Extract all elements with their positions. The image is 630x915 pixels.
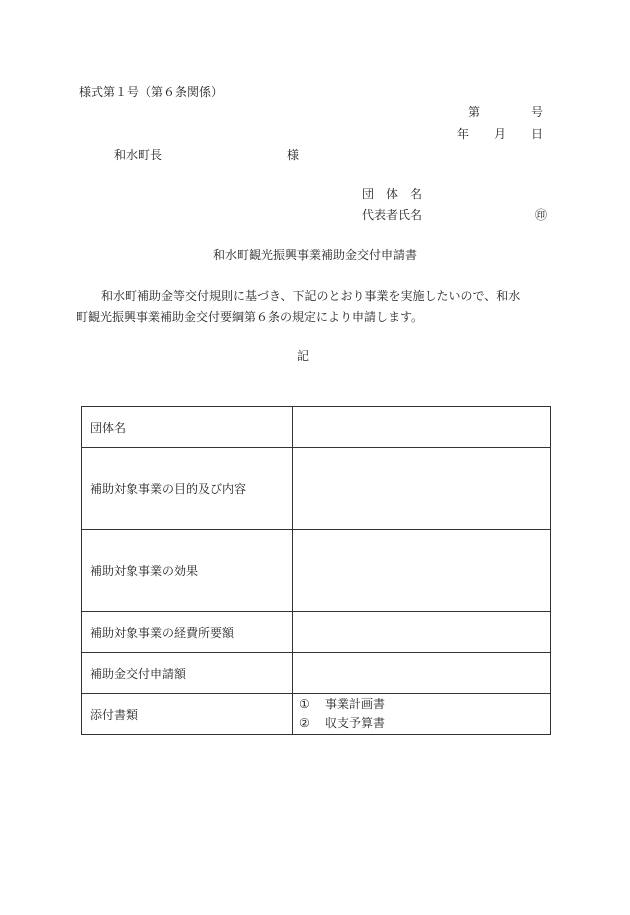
attachment-item [293,714,550,733]
table-row [82,694,551,735]
date-year: 年 [457,127,470,141]
group-name-label: 団 体 名 [362,187,423,201]
ki-heading: 記 [297,349,310,363]
attachment-item [293,695,550,714]
row-label-attachments: 添付書類 [82,694,293,735]
effect-cell[interactable] [293,530,551,612]
table-row [82,407,551,448]
requested-amount-cell[interactable] [293,653,551,694]
body-line-1: 和水町補助金等交付規則に基づき、下記のとおり事業を実施したいので、和水 [101,289,521,303]
doc-number-prefix: 第 [468,105,481,119]
attachment-number: ① [299,697,310,711]
date-day: 日 [531,127,544,141]
group-name-cell[interactable] [293,407,551,448]
seal-mark: ㊞ [535,208,548,222]
attachment-number: ② [299,716,310,730]
row-label-group-name: 団体名 [82,407,293,448]
addressee-name: 和水町長 [114,148,163,162]
doc-number-suffix: 号 [531,105,544,119]
form-number: 様式第１号（第６条関係） [79,85,224,99]
table-row [82,530,551,612]
cost-cell[interactable] [293,612,551,653]
attachments-cell [293,694,551,735]
date-month: 月 [494,127,507,141]
attachment-text: 事業計画書 [325,697,386,711]
attachment-text: 収支予算書 [325,716,386,730]
table-row [82,612,551,653]
row-label-purpose: 補助対象事業の目的及び内容 [82,448,293,530]
table-row [82,448,551,530]
table-row [82,653,551,694]
body-line-2: 町観光振興事業補助金交付要綱第６条の規定により申請します。 [76,310,424,324]
row-label-requested-amount: 補助金交付申請額 [82,653,293,694]
addressee-honorific: 様 [287,148,300,162]
representative-label: 代表者氏名 [362,208,423,222]
row-label-effect: 補助対象事業の効果 [82,530,293,612]
application-table [81,406,551,735]
purpose-cell[interactable] [293,448,551,530]
document-title: 和水町観光振興事業補助金交付申請書 [212,248,417,262]
row-label-cost: 補助対象事業の経費所要額 [82,612,293,653]
